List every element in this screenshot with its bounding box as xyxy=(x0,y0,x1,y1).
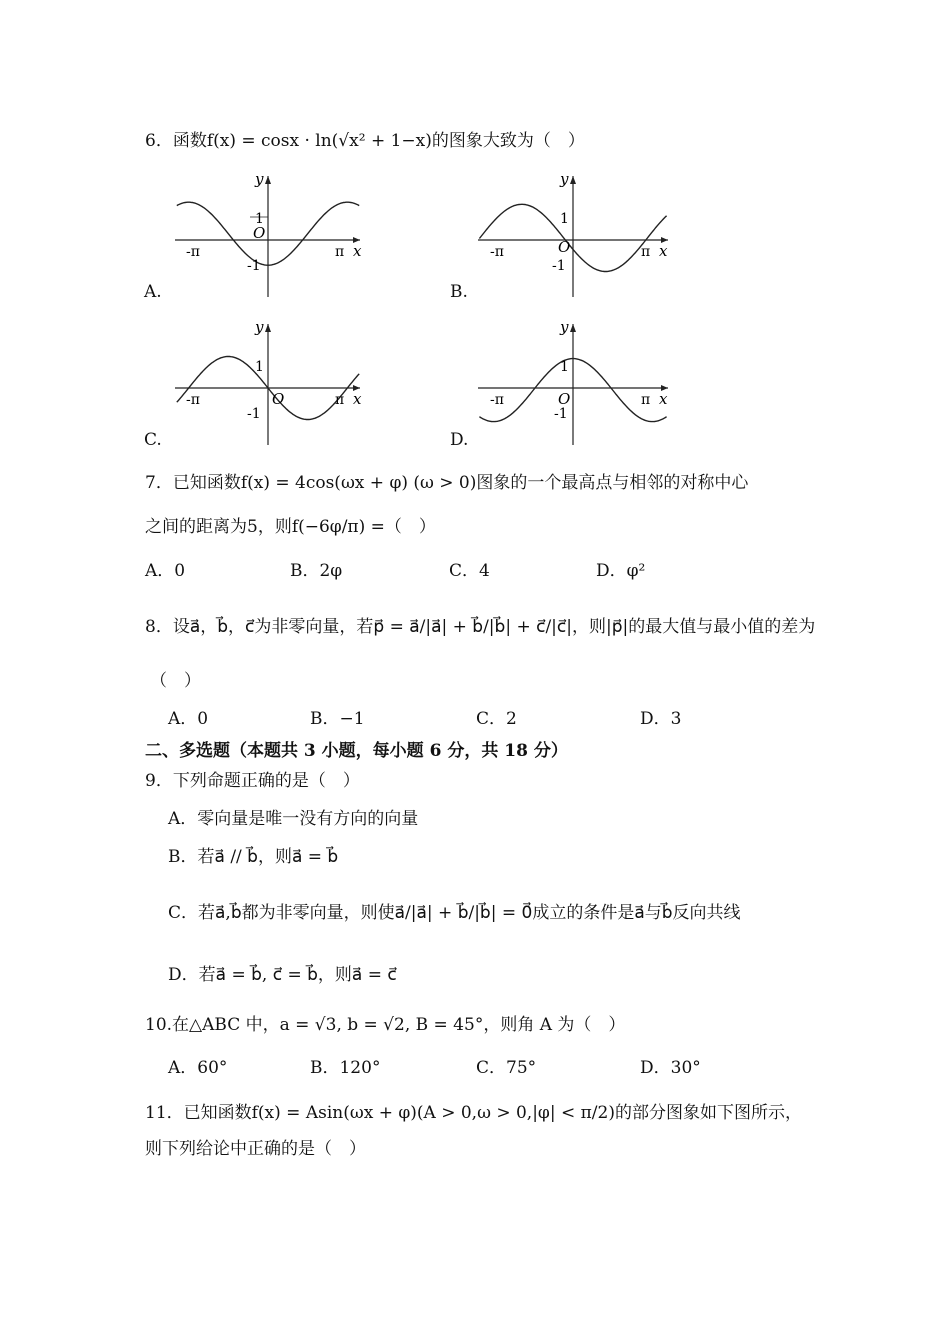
graph-b-neg-one: -1 xyxy=(552,258,566,274)
graph-c-neg-pi: -π xyxy=(186,392,200,408)
graph-b-y: y xyxy=(560,172,569,188)
graph-a-one: 1 xyxy=(255,211,264,227)
q9-stem: 9．下列命题正确的是（ ） xyxy=(145,771,360,791)
q7-stem-line2: 之间的距离为5，则f(−6φ/π) =（ ） xyxy=(145,517,436,537)
graph-d-x: x xyxy=(659,390,668,408)
q10-option-c: C．75° xyxy=(476,1058,537,1078)
graph-c-label: C. xyxy=(144,430,162,450)
graph-d-neg-one: -1 xyxy=(554,406,568,422)
graph-a-x: x xyxy=(353,242,362,260)
q9-option-c: C．若a⃗,b⃗都为非零向量，则使a⃗/|a⃗| + b⃗/|b⃗| = 0⃗成立的条件是a⃗与b⃗反向共线 xyxy=(168,903,741,923)
graph-d-y: y xyxy=(560,320,569,336)
graph-a-label: A. xyxy=(144,282,162,302)
q10-option-a: A．60° xyxy=(168,1058,228,1078)
q10-option-b: B．120° xyxy=(310,1058,381,1078)
q9-option-a: A．零向量是唯一没有方向的向量 xyxy=(168,809,419,829)
graph-b-neg-pi: -π xyxy=(490,244,504,260)
q8-stem-line1: 8．设a⃗，b⃗，c⃗为非零向量，若p⃗ = a⃗/|a⃗| + b⃗/|b⃗| + c⃗/|c⃗|，则|p⃗|的最大值与最小值的差为 xyxy=(145,617,816,637)
q7-option-a: A．0 xyxy=(145,561,186,581)
graph-a xyxy=(175,172,365,298)
graph-d-one: 1 xyxy=(560,359,569,375)
q8-option-c: C．2 xyxy=(476,709,517,729)
graph-b-one: 1 xyxy=(560,211,569,227)
graph-b-label: B. xyxy=(450,282,468,302)
q7-option-c: C．4 xyxy=(449,561,490,581)
q11-stem-line1: 11．已知函数f(x) = Asin(ωx + φ)(A > 0,ω > 0,|φ| < π/2)的部分图象如下图所示， xyxy=(145,1103,802,1123)
graph-b-x: x xyxy=(659,242,668,260)
graph-c-y: y xyxy=(255,320,264,336)
graph-a-neg-pi: -π xyxy=(186,244,200,260)
graph-b-origin: O xyxy=(558,238,571,256)
graph-c-pi: π xyxy=(335,392,345,408)
q7-option-d: D．φ² xyxy=(596,561,646,581)
graph-b-pi: π xyxy=(641,244,651,260)
q10-option-d: D．30° xyxy=(640,1058,701,1078)
q7-stem-line1: 7．已知函数f(x) = 4cos(ωx + φ) (ω > 0)图象的一个最高点与相邻的对称中心 xyxy=(145,473,749,493)
q9-option-d: D．若a⃗ = b⃗, c⃗ = b⃗，则a⃗ = c⃗ xyxy=(168,965,397,985)
graph-d-pi: π xyxy=(641,392,651,408)
q7-option-b: B．2φ xyxy=(290,561,343,581)
graph-c-x: x xyxy=(353,390,362,408)
q9-option-b: B．若a⃗ // b⃗，则a⃗ = b⃗ xyxy=(168,847,339,867)
q11-stem-line2: 则下列给论中正确的是（ ） xyxy=(145,1139,366,1159)
section-heading: 二、多选题（本题共 3 小题，每小题 6 分，共 18 分） xyxy=(145,741,568,761)
q8-option-b: B．−1 xyxy=(310,709,365,729)
q6-stem: 6．函数f(x) = cosx · ln(√x² + 1−x)的图象大致为（ ） xyxy=(145,131,585,151)
graph-c-neg-one: -1 xyxy=(247,406,261,422)
graph-d xyxy=(478,320,673,446)
graph-a-y: y xyxy=(255,172,264,188)
graph-a-origin: O xyxy=(253,224,266,242)
q8-option-a: A．0 xyxy=(168,709,209,729)
graph-d-neg-pi: -π xyxy=(490,392,504,408)
q8-option-d: D．3 xyxy=(640,709,682,729)
graph-a-neg-one: -1 xyxy=(247,258,261,274)
graph-d-label: D. xyxy=(450,430,469,450)
graph-c xyxy=(175,320,365,446)
q8-stem-line2: （ ） xyxy=(150,671,201,691)
graph-c-origin: O xyxy=(272,390,285,408)
q10-stem: 10.在△ABC 中，a = √3, b = √2, B = 45°，则角 A 为（ ） xyxy=(145,1015,626,1035)
graph-c-one: 1 xyxy=(255,359,264,375)
graph-b xyxy=(478,172,673,298)
graph-a-pi: π xyxy=(335,244,345,260)
graph-d-origin: O xyxy=(558,390,571,408)
